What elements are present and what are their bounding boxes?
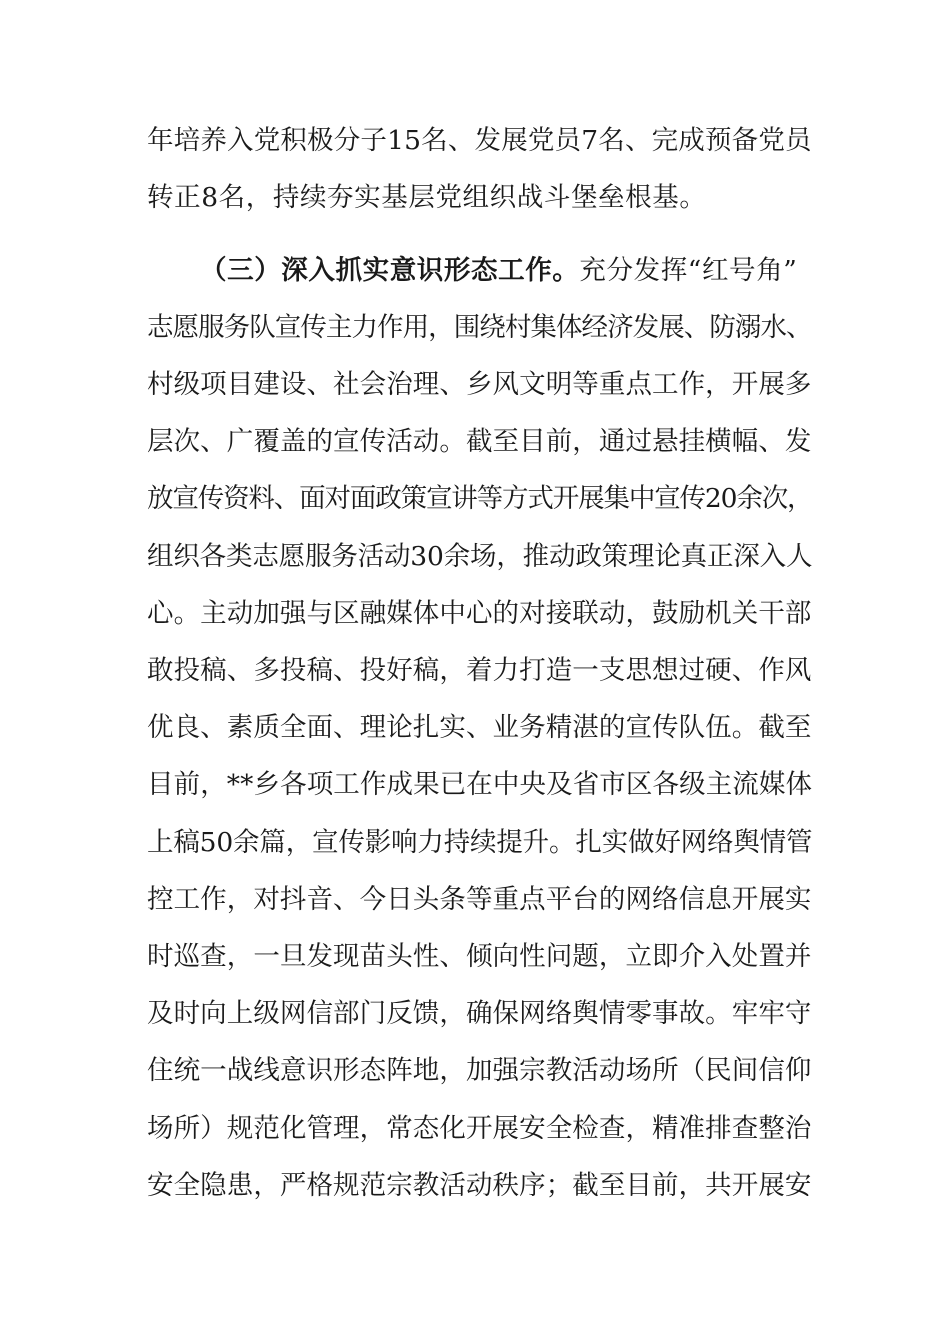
text-line: 敢投稿、多投稿、投好稿，着力打造一支思想过硬、作风 — [147, 655, 812, 686]
text-line: 安全隐患，严格规范宗教活动秩序；截至目前，共开展安 — [147, 1170, 812, 1201]
text-span: 充分发挥“红号角” — [579, 255, 798, 286]
text-line: 村级项目建设、社会治理、乡风文明等重点工作，开展多 — [147, 369, 812, 400]
text-line: 年培养入党积极分子15名、发展党员7名、完成预备党员 — [147, 125, 812, 156]
text-line: 控工作，对抖音、今日头条等重点平台的网络信息开展实 — [147, 884, 812, 915]
text-line: 目前，**乡各项工作成果已在中央及省市区各级主流媒体 — [147, 769, 813, 800]
text-line: 层次、广覆盖的宣传活动。截至目前，通过悬挂横幅、发 — [147, 426, 812, 457]
text-line: 优良、素质全面、理论扎实、业务精湛的宣传队伍。截至 — [147, 712, 812, 743]
text-line: 转正8名，持续夯实基层党组织战斗堡垒根基。 — [147, 182, 707, 213]
text-line: 放宣传资料、面对面政策宣讲等方式开展集中宣传20余次， — [147, 483, 813, 514]
section-heading: （三）深入抓实意识形态工作。 — [200, 255, 580, 286]
text-line: 志愿服务队宣传主力作用，围绕村集体经济发展、防溺水、 — [147, 312, 812, 343]
text-line: 场所）规范化管理，常态化开展安全检查，精准排查整治 — [147, 1113, 812, 1144]
text-line: 住统一战线意识形态阵地，加强宗教活动场所（民间信仰 — [147, 1055, 812, 1086]
section-heading-line — [200, 254, 797, 288]
text-line: 时巡查，一旦发现苗头性、倾向性问题，立即介入处置并 — [147, 941, 812, 972]
text-line: 组织各类志愿服务活动30余场，推动政策理论真正深入人 — [147, 541, 813, 572]
text-line: 上稿50余篇，宣传影响力持续提升。扎实做好网络舆情管 — [147, 827, 813, 858]
text-line: 及时向上级网信部门反馈，确保网络舆情零事故。牢牢守 — [147, 998, 812, 1029]
text-line: 心。主动加强与区融媒体中心的对接联动，鼓励机关干部 — [147, 598, 812, 629]
